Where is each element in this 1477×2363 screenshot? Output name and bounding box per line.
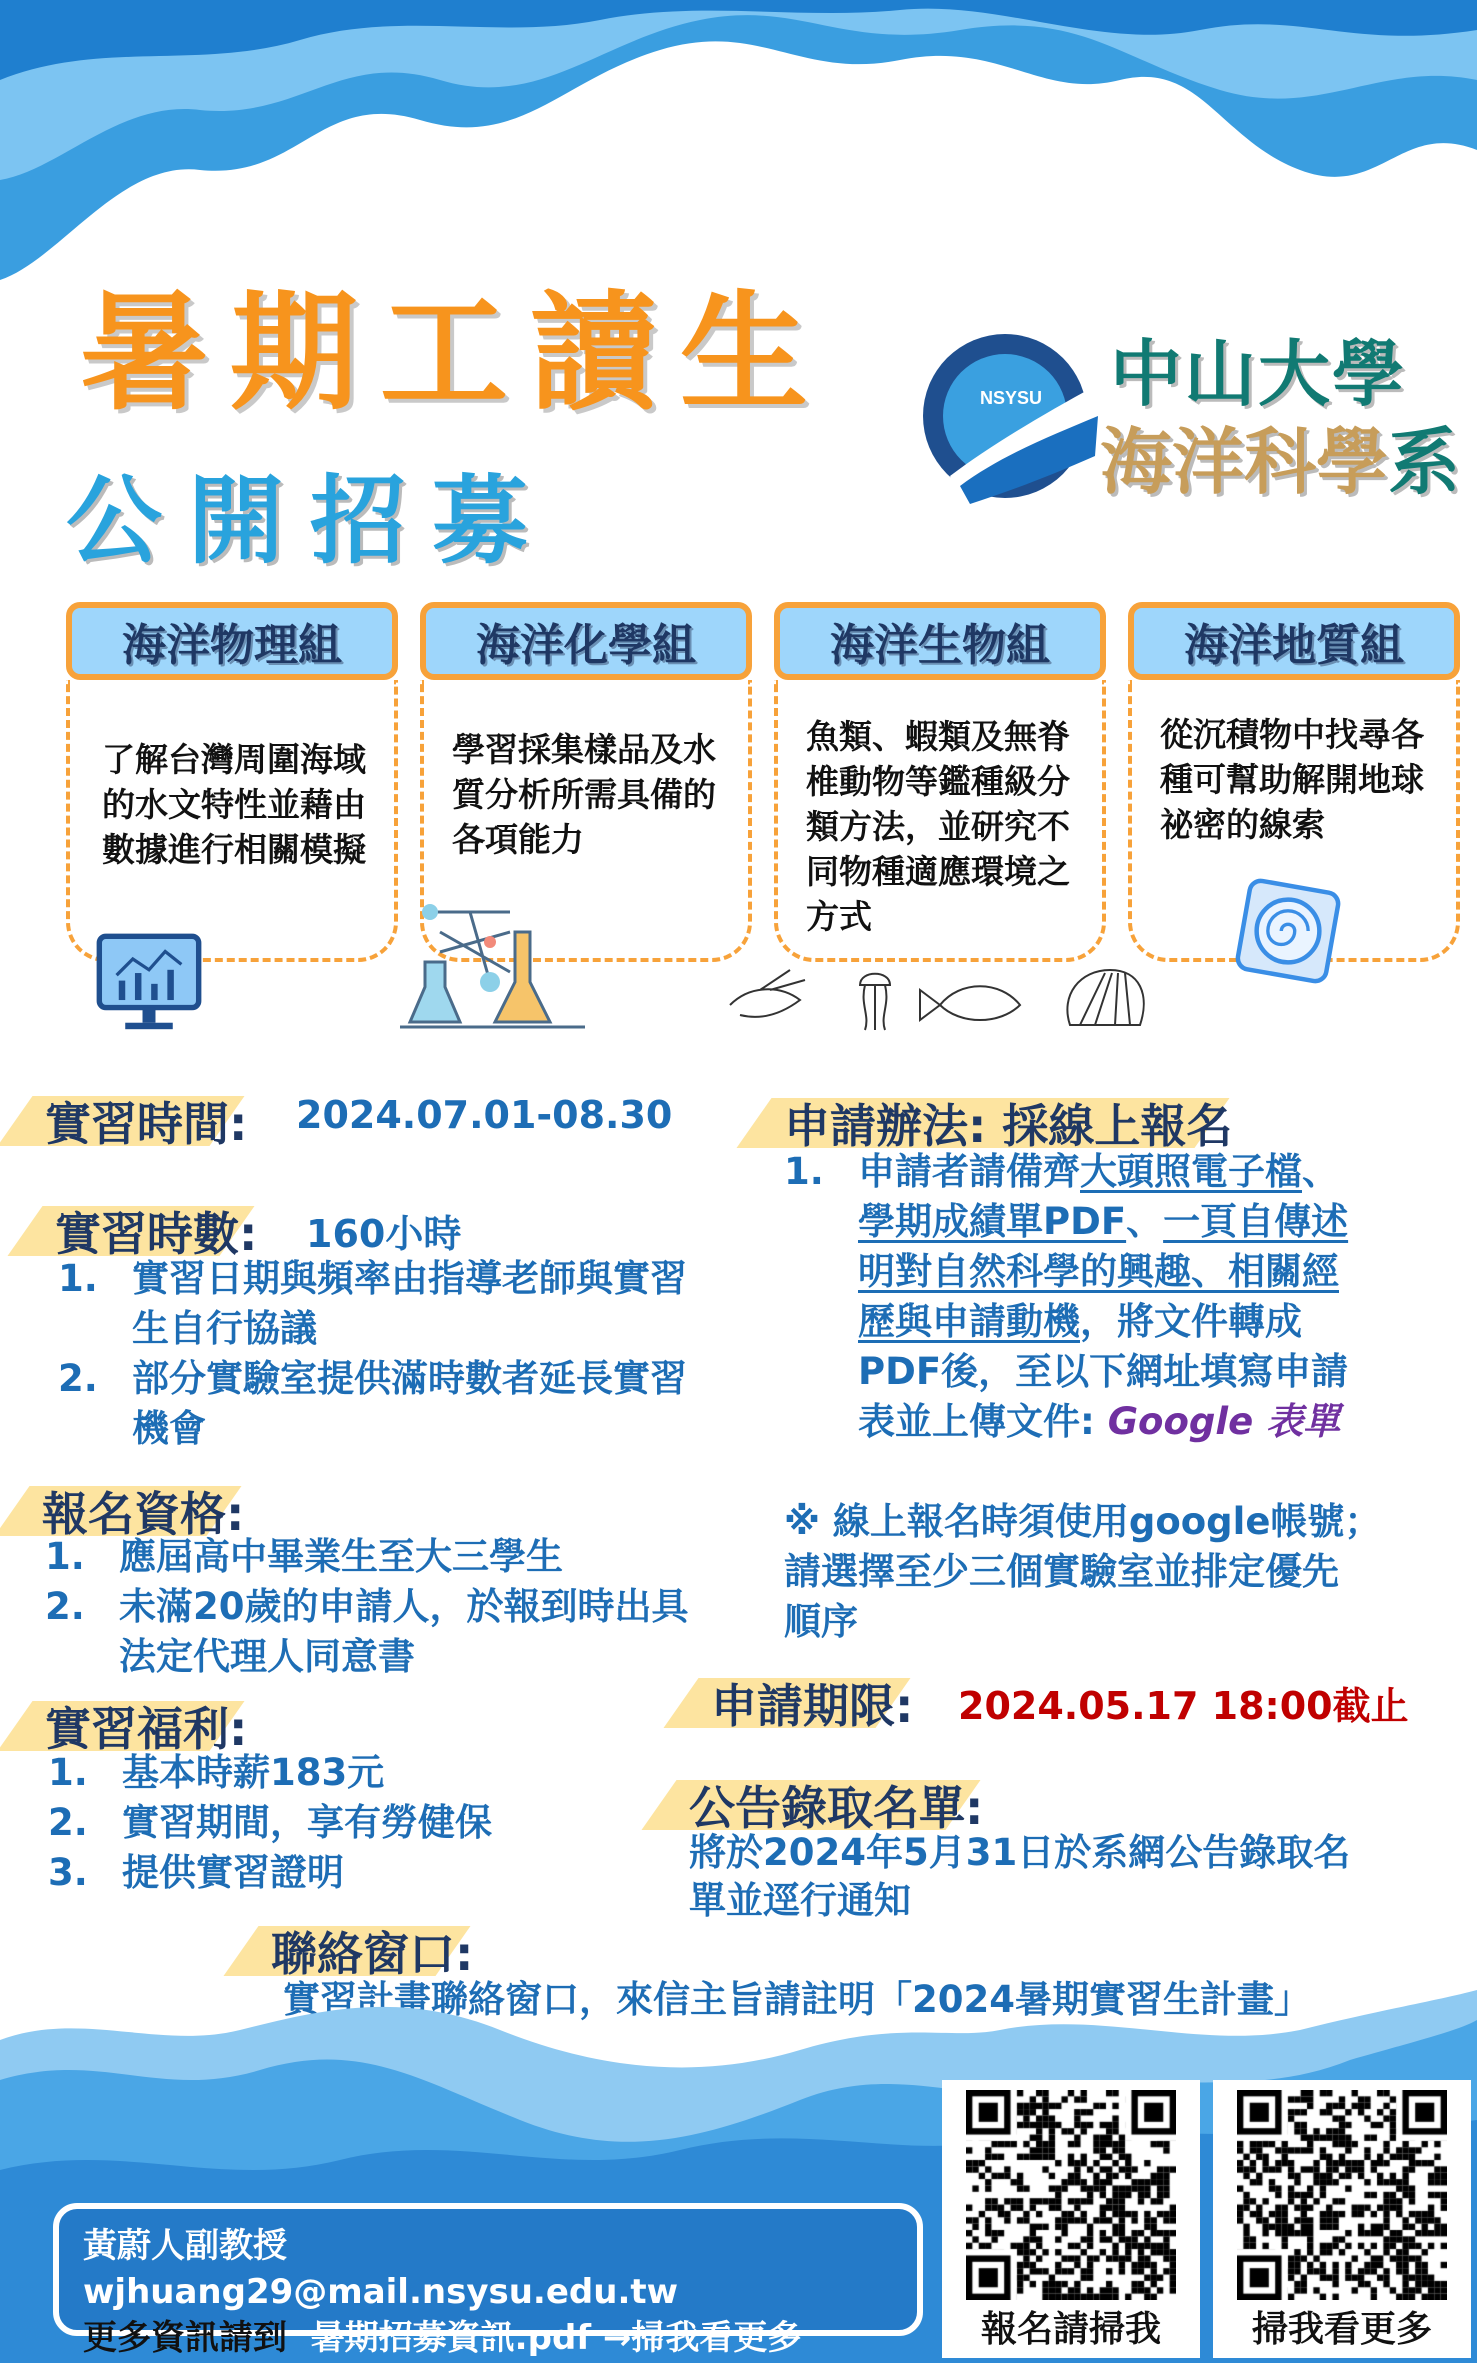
title-open-recruitment: 公開招募 xyxy=(66,465,554,577)
group-description: 魚類、蝦類及無脊椎動物等鑑種級分類方法，並研究不同物種適應環境之方式 xyxy=(806,717,1070,936)
title-summer-work-study: 暑期工讀生 xyxy=(80,279,831,428)
group-title: 海洋生物組 xyxy=(774,602,1106,680)
benefits-heading: 實習福利: xyxy=(45,1693,247,1759)
group-card-physics xyxy=(66,602,398,962)
chart-monitor-icon xyxy=(95,932,203,1040)
contact-heading: 聯絡窗口: xyxy=(271,1918,473,1984)
fossil-shell-icon xyxy=(1232,875,1344,987)
deadline-heading: 申請期限: xyxy=(711,1670,913,1736)
group-title: 海洋物理組 xyxy=(66,602,398,680)
contact-email-link[interactable]: wjhuang29@mail.nsysu.edu.tw xyxy=(83,2272,679,2312)
qr-code-apply[interactable] xyxy=(942,2080,1200,2358)
announce-heading: 公告錄取名單: xyxy=(689,1772,983,1838)
apply-heading: 申請辦法: 採線上報名 xyxy=(784,1090,1232,1156)
qr-code-icon xyxy=(966,2090,1176,2300)
nsysu-oceanography-logo xyxy=(920,316,1461,506)
google-form-link[interactable]: Google 表單 xyxy=(1107,1400,1341,1443)
hours-value: 160小時 xyxy=(306,1212,462,1256)
contact-info-box: 黃蔚人副教授 wjhuang29@mail.nsysu.edu.tw 更多資訊請到 暑期招募資訊.pdf →掃我看更多 xyxy=(53,2203,923,2336)
group-description: 從沉積物中找尋各種可幫助解開地球祕密的線索 xyxy=(1160,715,1424,844)
qr-code-more-info[interactable] xyxy=(1213,2080,1471,2358)
group-description: 了解台灣周圍海域的水文特性並藉由數據進行相關模擬 xyxy=(102,740,366,869)
eligibility-heading: 報名資格: xyxy=(42,1478,244,1544)
svg-text:NSYSU: NSYSU xyxy=(980,388,1043,408)
qr-code-icon xyxy=(1237,2090,1447,2300)
group-description: 學習採集樣品及水質分析所需具備的各項能力 xyxy=(452,730,716,859)
qr-label: 報名請掃我 xyxy=(980,2309,1161,2350)
group-title: 海洋化學組 xyxy=(420,602,752,680)
recruit-pdf-link[interactable]: 暑期招募資訊.pdf →掃我看更多 xyxy=(310,2318,802,2358)
qr-label: 掃我看更多 xyxy=(1251,2309,1432,2350)
lab-flask-icon xyxy=(400,892,585,1032)
deadline-value: 2024.05.17 18:00截止 xyxy=(958,1684,1409,1728)
period-heading: 實習時間: xyxy=(45,1088,247,1154)
logo-department-name: 海洋科學系 xyxy=(1100,419,1461,504)
marine-animals-icon xyxy=(720,965,1150,1040)
logo-university-name: 中山大學 xyxy=(1110,331,1407,416)
group-card-biology xyxy=(774,602,1106,962)
period-value: 2024.07.01-08.30 xyxy=(296,1093,673,1137)
department-emblem-icon xyxy=(920,326,1100,506)
group-title: 海洋地質組 xyxy=(1128,602,1460,680)
hours-heading: 實習時數: xyxy=(55,1198,257,1264)
